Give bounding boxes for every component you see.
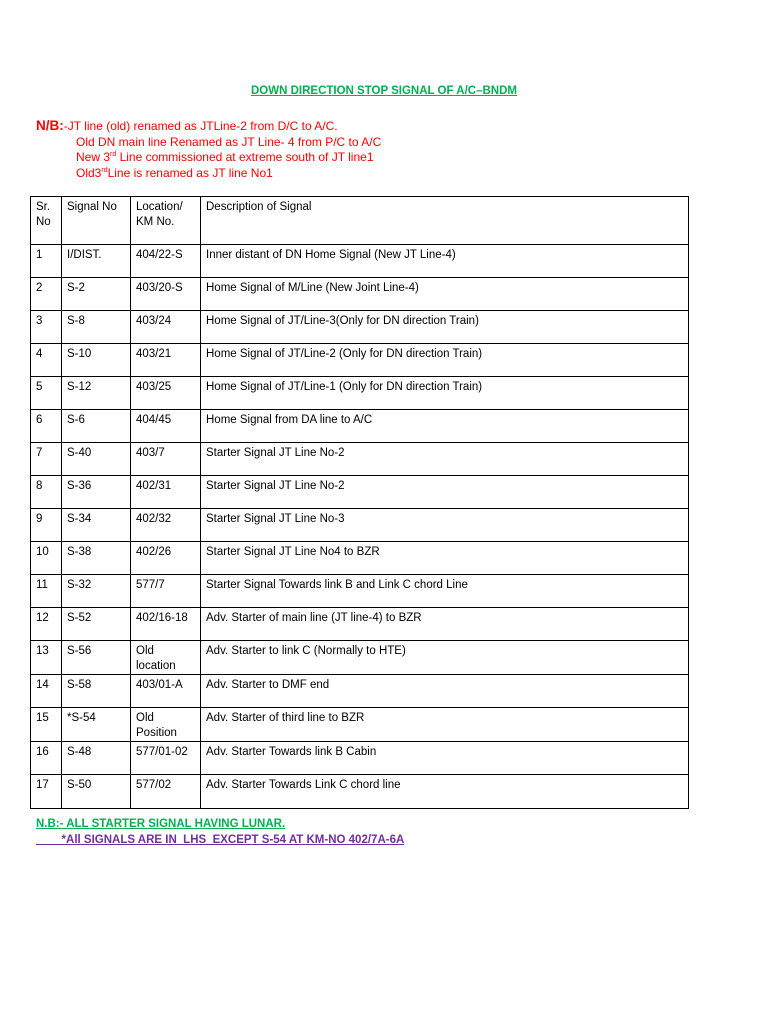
table-row (31, 377, 689, 410)
table-row (31, 476, 689, 509)
cell-description: Home Signal of M/Line (New Joint Line-4) (201, 278, 689, 311)
cell-signal-no: S-58 (62, 675, 131, 708)
cell-description: Home Signal from DA line to A/C (201, 410, 689, 443)
header-location (131, 197, 201, 245)
cell-sr-no: 11 (31, 575, 62, 608)
cell-sr-no: 6 (31, 410, 62, 443)
cell-sr-no: 8 (31, 476, 62, 509)
footer-note-lhs: *All SIGNALS ARE IN LHS EXCEPT S-54 AT KM-NO 402/7A-6A (36, 834, 405, 846)
nb-line-3-sup: rd (110, 151, 117, 158)
cell-description: Inner distant of DN Home Signal (New JT Line-4) (201, 245, 689, 278)
cell-sr-no: 9 (31, 509, 62, 542)
footer-note-lunar: N.B:- ALL STARTER SIGNAL HAVING LUNAR. (36, 818, 286, 830)
cell-signal-no: S-12 (62, 377, 131, 410)
cell-sr-no: 16 (31, 742, 62, 775)
cell-location: 402/31 (131, 476, 201, 509)
cell-signal-no: *S-54 (62, 708, 131, 742)
cell-sr-no: 3 (31, 311, 62, 344)
cell-sr-no: 17 (31, 775, 62, 809)
cell-sr-no: 15 (31, 708, 62, 742)
nb-label: N/B: (36, 118, 64, 133)
cell-sr-no: 7 (31, 443, 62, 476)
cell-signal-no: S-32 (62, 575, 131, 608)
header-sr-line2: No (36, 216, 51, 228)
table-row (31, 675, 689, 708)
nb-line-3-post: Line commissioned at extreme south of JT line1 (116, 150, 374, 164)
cell-description: Adv. Starter of third line to BZR (201, 708, 689, 742)
cell-description: Adv. Starter Towards link B Cabin (201, 742, 689, 775)
cell-sr-no: 5 (31, 377, 62, 410)
nb-line-4-post: Line is renamed as JT line No1 (107, 165, 273, 180)
header-location-line1: Location/ (136, 201, 183, 213)
cell-location: 402/26 (131, 542, 201, 575)
table-row (31, 509, 689, 542)
table-row (31, 245, 689, 278)
nb-line-1 (36, 118, 381, 135)
header-location-line2: KM No. (136, 216, 175, 228)
cell-description: Starter Signal JT Line No-2 (201, 443, 689, 476)
cell-signal-no: S-40 (62, 443, 131, 476)
table-row (31, 344, 689, 377)
cell-sr-no: 14 (31, 675, 62, 708)
header-sr-line1: Sr. (36, 201, 51, 213)
cell-description: Starter Signal JT Line No-3 (201, 509, 689, 542)
cell-location: 577/02 (131, 775, 201, 809)
table-row (31, 311, 689, 344)
cell-signal-no: S-36 (62, 476, 131, 509)
document-title: DOWN DIRECTION STOP SIGNAL OF A/C–BNDM (250, 85, 517, 97)
cell-location: 403/24 (131, 311, 201, 344)
cell-signal-no: I/DIST. (62, 245, 131, 278)
table-header-row (31, 197, 689, 245)
cell-location: Old Position (131, 708, 201, 742)
table-row (31, 278, 689, 311)
nb-line-2: Old DN main line Renamed as JT Line- 4 from P/C to A/C (76, 134, 382, 149)
cell-location: 403/21 (131, 344, 201, 377)
cell-description: Starter Signal Towards link B and Link C chord Line (201, 575, 689, 608)
cell-location: 404/22-S (131, 245, 201, 278)
cell-description: Starter Signal JT Line No-2 (201, 476, 689, 509)
cell-description: Home Signal of JT/Line-2 (Only for DN direction Train) (201, 344, 689, 377)
cell-sr-no: 12 (31, 608, 62, 641)
cell-sr-no: 1 (31, 245, 62, 278)
cell-signal-no: S-56 (62, 641, 131, 675)
cell-signal-no: S-8 (62, 311, 131, 344)
table-row (31, 641, 689, 675)
cell-location: 403/01-A (131, 675, 201, 708)
table-row (31, 775, 689, 809)
table-row (31, 575, 689, 608)
cell-sr-no: 4 (31, 344, 62, 377)
nb-line-4 (36, 166, 381, 182)
table-row (31, 410, 689, 443)
cell-location: 402/16-18 (131, 608, 201, 641)
header-description: Description of Signal (201, 197, 689, 245)
cell-location: 402/32 (131, 509, 201, 542)
nb-line-3-pre: New 3 (76, 150, 111, 164)
table-row (31, 742, 689, 775)
cell-sr-no: 10 (31, 542, 62, 575)
cell-signal-no: S-48 (62, 742, 131, 775)
cell-signal-no: S-50 (62, 775, 131, 809)
nb-line-4-sup: rd (101, 166, 108, 174)
cell-location: 403/20-S (131, 278, 201, 311)
cell-location: 404/45 (131, 410, 201, 443)
cell-signal-no: S-10 (62, 344, 131, 377)
cell-signal-no: S-52 (62, 608, 131, 641)
signals-table (30, 196, 689, 809)
cell-description: Adv. Starter to DMF end (201, 675, 689, 708)
cell-location: 403/7 (131, 443, 201, 476)
cell-description: Home Signal of JT/Line-3(Only for DN direction Train) (201, 311, 689, 344)
cell-description: Adv. Starter of main line (JT line-4) to BZR (201, 608, 689, 641)
cell-description: Home Signal of JT/Line-1 (Only for DN direction Train) (201, 377, 689, 410)
table-row (31, 708, 689, 742)
table-row (31, 608, 689, 641)
cell-signal-no: S-6 (62, 410, 131, 443)
cell-description: Adv. Starter Towards Link C chord line (201, 775, 689, 809)
nb-text-1: -JT line (old) renamed as JTLine-2 from D/C to A/C. (63, 119, 338, 133)
header-signal-no: Signal No (62, 197, 131, 245)
cell-signal-no: S-34 (62, 509, 131, 542)
cell-location: 577/7 (131, 575, 201, 608)
cell-location: Old location (131, 641, 201, 675)
cell-description: Adv. Starter to link C (Normally to HTE) (201, 641, 689, 675)
cell-location: 577/01-02 (131, 742, 201, 775)
nb-notes (36, 118, 381, 181)
header-sr-no (31, 197, 62, 245)
table-row (31, 542, 689, 575)
cell-sr-no: 13 (31, 641, 62, 675)
cell-signal-no: S-2 (62, 278, 131, 311)
cell-description: Starter Signal JT Line No4 to BZR (201, 542, 689, 575)
nb-line-3 (36, 150, 381, 166)
cell-signal-no: S-38 (62, 542, 131, 575)
cell-location: 403/25 (131, 377, 201, 410)
table-row (31, 443, 689, 476)
nb-line-4-pre: Old3 (76, 165, 102, 180)
cell-sr-no: 2 (31, 278, 62, 311)
